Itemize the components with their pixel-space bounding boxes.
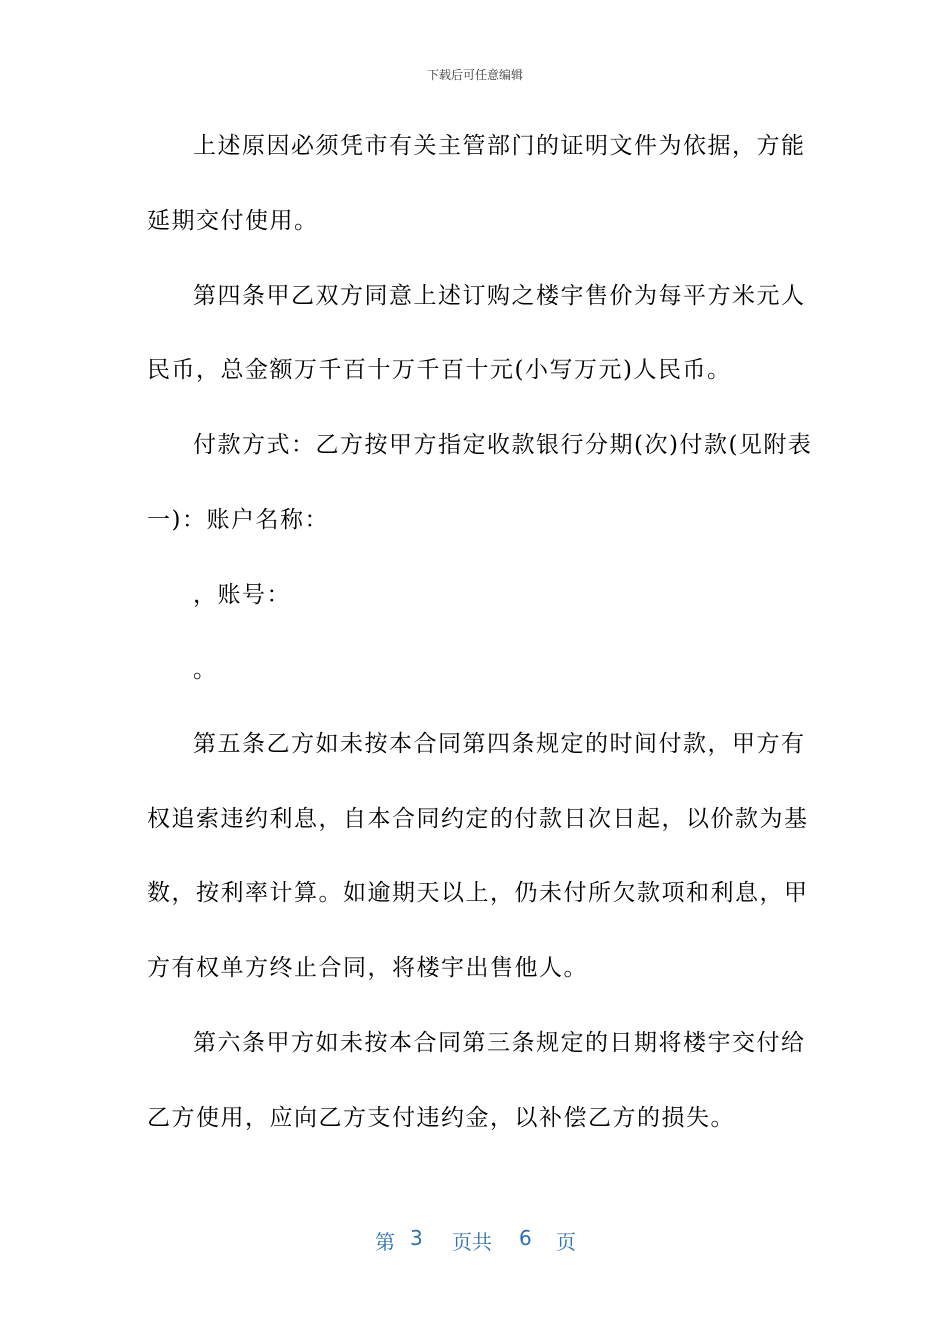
footer-total-pages: 6 — [519, 1226, 532, 1250]
paragraph-line: 第四条甲乙双方同意上述订购之楼宇售价为每平方米元人 — [193, 283, 806, 309]
paragraph-line: 一)：账户名称： — [147, 507, 329, 533]
paragraph-line: ，账号： — [193, 582, 291, 608]
paragraph-line: 数，按利率计算。如逾期天以上，仍未付所欠款项和利息，甲 — [147, 880, 809, 906]
paragraph-line: 。 — [193, 657, 218, 683]
paragraph-line: 第五条乙方如未按本合同第四条规定的时间付款，甲方有 — [193, 731, 806, 757]
footer-current-page: 3 — [410, 1226, 423, 1250]
header-note: 下载后可任意编辑 — [426, 68, 523, 82]
footer-middle: 页共 — [452, 1230, 492, 1254]
paragraph-line: 延期交付使用。 — [147, 208, 319, 234]
footer-suffix: 页 — [556, 1230, 576, 1254]
paragraph-line: 付款方式：乙方按甲方指定收款银行分期(次)付款(见附表 — [193, 432, 813, 458]
paragraph-line: 第六条甲方如未按本合同第三条规定的日期将楼宇交付给 — [193, 1030, 806, 1056]
paragraph-line: 方有权单方终止合同，将楼宇出售他人。 — [147, 955, 588, 981]
paragraph-line: 民币，总金额万千百十万千百十元(小写万元)人民币。 — [147, 357, 732, 383]
paragraph-line: 乙方使用，应向乙方支付违约金，以补偿乙方的损失。 — [147, 1105, 735, 1131]
paragraph-line: 权追索违约利息，自本合同约定的付款日次日起，以价款为基 — [147, 806, 809, 832]
footer-prefix: 第 — [375, 1230, 395, 1254]
paragraph-line: 上述原因必须凭市有关主管部门的证明文件为依据，方能 — [193, 133, 806, 159]
